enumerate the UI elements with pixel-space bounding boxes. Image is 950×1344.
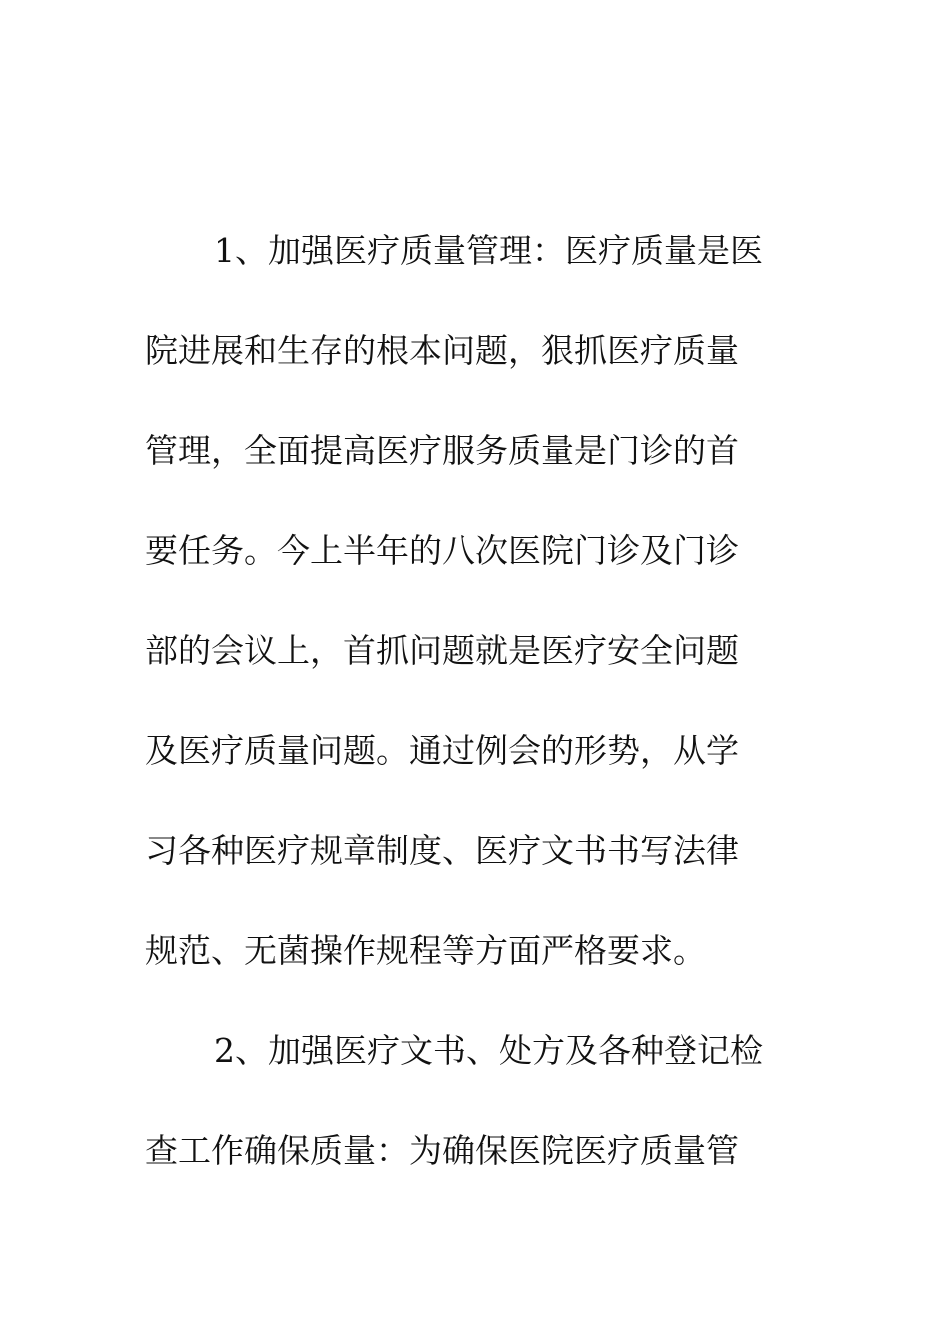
paragraph-1-line-6: 及医疗质量问题。通过例会的形势，从学 (145, 731, 739, 770)
paragraph-1-line-4: 要任务。今上半年的八次医院门诊及门诊 (145, 531, 739, 570)
paragraph-1-line-5: 部的会议上，首抓问题就是医疗安全问题 (145, 631, 739, 670)
paragraph-1-line-7: 习各种医疗规章制度、医疗文书书写法律 (145, 831, 739, 870)
paragraph-1-line-2: 院进展和生存的根本问题，狠抓医疗质量 (145, 331, 739, 370)
paragraph-1-line-1: 1、加强医疗质量管理：医疗质量是医 (214, 231, 763, 270)
paragraph-1-line-8: 规范、无菌操作规程等方面严格要求。 (145, 931, 706, 970)
paragraph-2-line-1: 2、加强医疗文书、处方及各种登记检 (214, 1031, 763, 1070)
paragraph-2-line-2: 查工作确保质量：为确保医院医疗质量管 (145, 1131, 739, 1170)
paragraph-1-line-3: 管理，全面提高医疗服务质量是门诊的首 (145, 431, 739, 470)
